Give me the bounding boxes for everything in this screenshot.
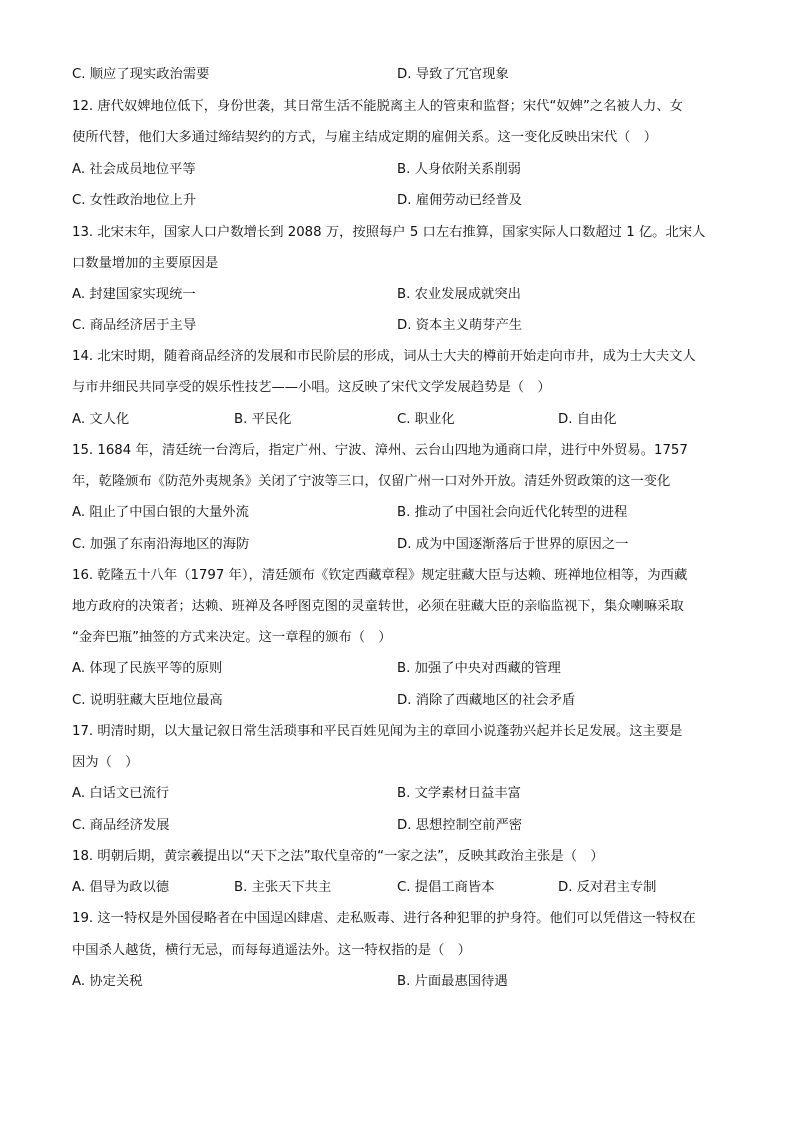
option-d: D. 导致了冗官现象	[397, 67, 509, 82]
question-15-stem: 年，乾隆颁布《防范外夷规条》关闭了宁波等三口，仅留广州一口对外开放。清廷外贸政策的这一变化	[72, 474, 671, 489]
option-b: B. 农业发展成就突出	[397, 287, 521, 302]
option-a: A. 社会成员地位平等	[72, 162, 196, 177]
option-d: D. 思想控制空前严密	[397, 818, 523, 833]
option-d: D. 消除了西藏地区的社会矛盾	[397, 693, 576, 708]
option-b: B. 推动了中国社会向近代化转型的进程	[397, 505, 628, 520]
option-a: A. 协定关税	[72, 974, 143, 989]
option-c: C. 提倡工商皆本	[397, 880, 495, 895]
option-b: B. 人身依附关系削弱	[397, 162, 521, 177]
question-15-stem: 15. 1684 年，清廷统一台湾后，指定广州、宁波、漳州、云台山四地为通商口岸，进行中外贸易。1757	[72, 443, 688, 458]
option-d: D. 资本主义萌芽产生	[397, 318, 523, 333]
option-c: C. 商品经济发展	[72, 818, 170, 833]
question-17-stem: 因为（ ）	[72, 755, 139, 770]
option-c: C. 说明驻藏大臣地位最高	[72, 693, 223, 708]
option-a: A. 体现了民族平等的原则	[72, 661, 223, 676]
option-a: A. 文人化	[72, 412, 130, 427]
question-16-stem: 16. 乾隆五十八年（1797 年），清廷颁布《钦定西藏章程》规定驻藏大臣与达赖、班禅地位相等，为西藏	[72, 568, 688, 583]
option-c: C. 顺应了现实政治需要	[72, 67, 210, 82]
question-19-stem: 19. 这一特权是外国侵略者在中国逞凶肆虐、走私贩毒、进行各种犯罪的护身符。他们可以凭借这一特权在	[72, 911, 696, 926]
option-b: B. 主张天下共主	[234, 880, 332, 895]
question-14-stem: 14. 北宋时期，随着商品经济的发展和市民阶层的形成，词从士大夫的樽前开始走向市井，成为士大夫文人	[72, 349, 696, 364]
question-16-stem: “金奔巴瓶”抽签的方式来决定。这一章程的颁布（ ）	[72, 630, 392, 645]
option-c: C. 女性政治地位上升	[72, 193, 197, 208]
question-19-stem: 中国杀人越货，横行无忌，而每每逍遥法外。这一特权指的是（ ）	[72, 943, 471, 958]
option-c: C. 商品经济居于主导	[72, 318, 197, 333]
question-17-stem: 17. 明清时期，以大量记叙日常生活琐事和平民百姓见闻为主的章回小说蓬勃兴起并长足发展。这主要是	[72, 724, 683, 739]
option-b: B. 平民化	[234, 412, 292, 427]
option-b: B. 文学素材日益丰富	[397, 786, 521, 801]
question-18-stem: 18. 明朝后期，黄宗羲提出以“天下之法”取代皇帝的“一家之法”，反映其政治主张是（ ）	[72, 849, 604, 864]
option-b: B. 片面最惠国待遇	[397, 974, 508, 989]
option-a: A. 阻止了中国白银的大量外流	[72, 505, 249, 520]
option-c: C. 加强了东南沿海地区的海防	[72, 537, 250, 552]
question-14-stem: 与市井细民共同享受的娱乐性技艺——小唱。这反映了宋代文学发展趋势是（ ）	[72, 380, 551, 395]
question-12-stem: 使所代替，他们大多通过缔结契约的方式，与雇主结成定期的雇佣关系。这一变化反映出宋代（ ）	[72, 130, 658, 145]
question-13-stem: 口数量增加的主要原因是	[72, 256, 219, 271]
question-12-stem: 12. 唐代奴婢地位低下，身份世袭，其日常生活不能脱离主人的管束和监督；宋代“奴婢”之名被人力、女	[72, 99, 683, 114]
option-a: A. 白话文已流行	[72, 786, 170, 801]
question-13-stem: 13. 北宋末年，国家人口户数增长到 2088 万，按照每户 5 口左右推算，国家实际人口数超过 1 亿。北宋人	[72, 225, 706, 240]
question-16-stem: 地方政府的决策者；达赖、班禅及各呼图克图的灵童转世，必须在驻藏大臣的亲临监视下，集众喇嘛采取	[72, 599, 684, 614]
option-d: D. 自由化	[558, 412, 617, 427]
option-a: A. 封建国家实现统一	[72, 287, 196, 302]
option-d: D. 成为中国逐渐落后于世界的原因之一	[397, 537, 629, 552]
option-d: D. 雇佣劳动已经普及	[397, 193, 523, 208]
option-b: B. 加强了中央对西藏的管理	[397, 661, 561, 676]
option-a: A. 倡导为政以德	[72, 880, 170, 895]
option-d: D. 反对君主专制	[558, 880, 657, 895]
option-c: C. 职业化	[397, 412, 455, 427]
